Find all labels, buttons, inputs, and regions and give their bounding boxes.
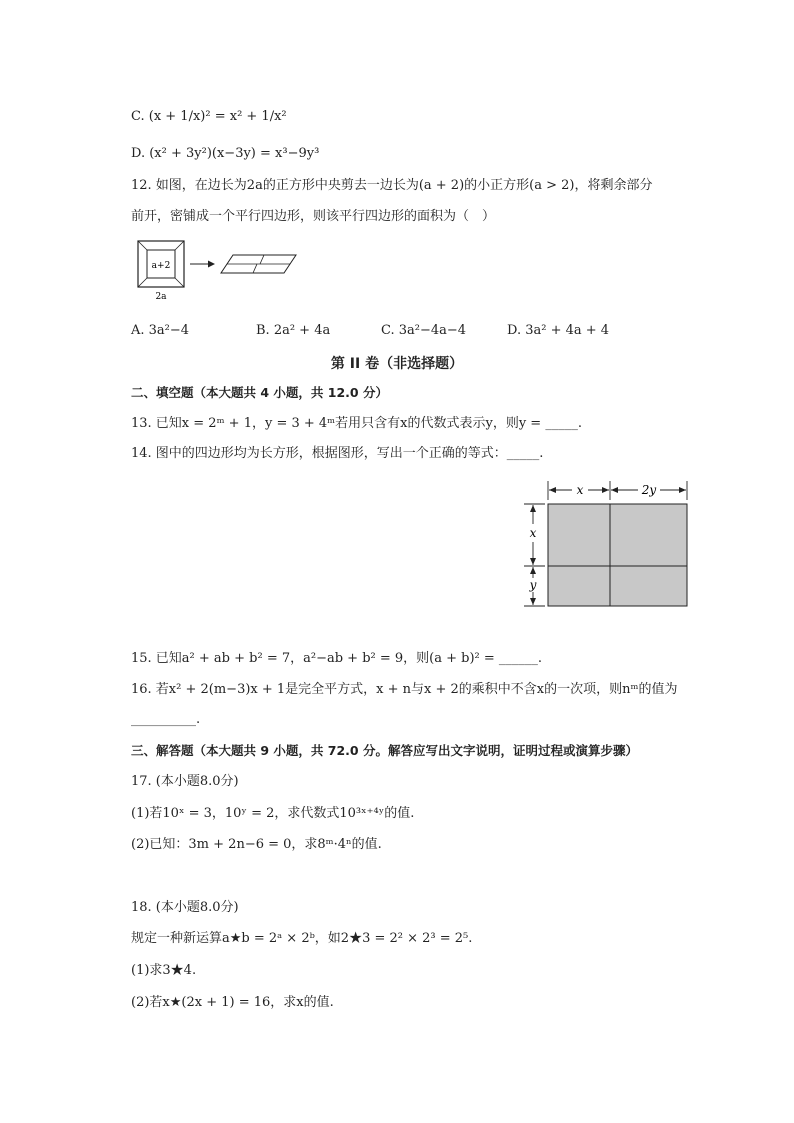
rect-bottom-left: [548, 566, 610, 606]
rect-bottom-right: [610, 566, 687, 606]
q16-text-line1: 16. 若x² + 2(m−3)x + 1是完全平方式，x + n与x + 2的乘积中不含x的一次项，则nᵐ的值为: [131, 682, 678, 697]
q13-text: 13. 已知x = 2ᵐ + 1，y = 3 + 4ᵐ若用只含有x的代数式表示y，则y = _____.: [131, 416, 582, 431]
rect-top-right: [610, 504, 687, 566]
q12-option-a: A. 3a²−4: [131, 323, 190, 338]
q14-figure: [520, 478, 695, 614]
q12-text-line1: 12. 如图，在边长为2a的正方形中央剪去一边长为(a + 2)的小正方形(a > 2)，将剩余部分: [131, 178, 653, 193]
q15-text: 15. 已知a² + ab + b² = 7，a²−ab + b² = 9，则(a + b)² = ______.: [131, 651, 543, 666]
section2-heading: 二、填空题（本大题共 4 小题，共 12.0 分）: [131, 385, 388, 400]
q18-title: 18. (本小题8.0分): [131, 900, 239, 915]
q14-text: 14. 图中的四边形均为长方形，根据图形，写出一个正确的等式：_____.: [131, 446, 544, 461]
side-label-x: x: [529, 526, 537, 540]
side-label-y: y: [529, 578, 537, 592]
q11-option-c: C. (x + 1/x)² = x² + 1/x²: [131, 109, 287, 124]
q18-definition: 规定一种新运算a★b = 2ᵃ × 2ᵇ，如2★3 = 2² × 2³ = 2⁵.: [131, 931, 473, 946]
q12-option-d: D. 3a² + 4a + 4: [507, 323, 610, 338]
q12-text-line2: 前开，密铺成一个平行四边形，则该平行四边形的面积为（ ）: [131, 209, 496, 224]
q17-title: 17. (本小题8.0分): [131, 774, 239, 789]
q12-option-b: B. 2a² + 4a: [256, 323, 331, 338]
q12-option-c: C. 3a²−4a−4: [381, 323, 467, 338]
outer-label: 2a: [155, 292, 167, 301]
q17-part1: (1)若10ˣ = 3，10ʸ = 2，求代数式10³ˣ⁺⁴ʸ的值.: [131, 806, 415, 821]
arrow-head: [208, 261, 215, 268]
section3-heading: 三、解答题（本大题共 9 小题，共 72.0 分。解答应写出文字说明，证明过程或演算步骤）: [131, 743, 638, 758]
inner-label: a+2: [151, 261, 171, 271]
q11-option-d: D. (x² + 3y²)(x−3y) = x³−9y³: [131, 146, 320, 161]
section2-title: 第 II 卷（非选择题）: [330, 356, 464, 372]
top-label-x: x: [576, 483, 584, 497]
top-label-2y: 2y: [641, 483, 657, 497]
q12-figure: [134, 239, 304, 301]
q17-part2: (2)已知：3m + 2n−6 = 0，求8ᵐ·4ⁿ的值.: [131, 837, 382, 852]
rect-top-left: [548, 504, 610, 566]
q18-part2: (2)若x★(2x + 1) = 16，求x的值.: [131, 995, 334, 1010]
q18-part1: (1)求3★4.: [131, 963, 197, 978]
q16-text-line2: __________.: [131, 712, 201, 727]
